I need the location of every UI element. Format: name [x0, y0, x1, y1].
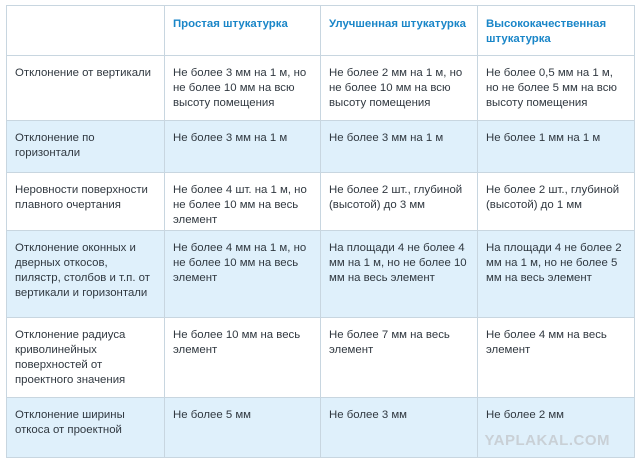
plaster-tolerance-table [6, 5, 635, 458]
table-row [7, 231, 635, 318]
table-cell: Не более 4 шт. на 1 м, но не более 10 мм на весь элемент [165, 173, 321, 231]
row-label: Отклонение ширины откоса от проектной [7, 398, 165, 458]
table-cell: Не более 2 мм на 1 м, но не более 10 мм на всю высоту помещения [321, 56, 478, 121]
table-cell: Не более 10 мм на весь элемент [165, 318, 321, 398]
header-simple-plaster: Простая штукатурка [165, 6, 321, 56]
site-watermark: YAPLAKAL.COM [484, 432, 610, 449]
row-label: Отклонение от вертикали [7, 56, 165, 121]
table-cell: Не более 5 мм [165, 398, 321, 458]
table-cell: На площади 4 не более 2 мм на 1 м, но не более 5 мм на весь элемент [478, 231, 635, 318]
table-cell: Не более 4 мм на весь элемент [478, 318, 635, 398]
row-label: Отклонение по горизонтали [7, 121, 165, 173]
table-cell: Не более 4 мм на 1 м, но не более 10 мм на весь элемент [165, 231, 321, 318]
row-label: Неровности поверхности плавного очертания [7, 173, 165, 231]
row-label: Отклонение оконных и дверных откосов, пилястр, столбов и т.п. от вертикали и горизонтали [7, 231, 165, 318]
table-cell: Не более 2 шт., глубиной (высотой) до 1 мм [478, 173, 635, 231]
header-cell-empty [7, 6, 165, 56]
table-cell: Не более 7 мм на весь элемент [321, 318, 478, 398]
table-cell: Не более 3 мм [321, 398, 478, 458]
table-cell: Не более 0,5 мм на 1 м, но не более 5 мм на всю высоту помещения [478, 56, 635, 121]
header-high-quality-plaster: Высококачественная штукатурка [478, 6, 635, 56]
table-cell: Не более 3 мм на 1 м [165, 121, 321, 173]
table-cell: Не более 3 мм на 1 м [321, 121, 478, 173]
table-row [7, 121, 635, 173]
table-cell: Не более 1 мм на 1 м [478, 121, 635, 173]
table-cell: Не более 2 шт., глубиной (высотой) до 3 мм [321, 173, 478, 231]
table-row [7, 56, 635, 121]
table-cell: Не более 2 мм [478, 398, 635, 458]
table-cell: На площади 4 не более 4 мм на 1 м, но не более 10 мм на весь элемент [321, 231, 478, 318]
header-row [7, 6, 635, 56]
row-label: Отклонение радиуса криволинейных поверхностей от проектного значения [7, 318, 165, 398]
table-row [7, 173, 635, 231]
table-cell: Не более 3 мм на 1 м, но не более 10 мм на всю высоту помещения [165, 56, 321, 121]
table-row [7, 318, 635, 398]
header-improved-plaster: Улучшенная штукатурка [321, 6, 478, 56]
